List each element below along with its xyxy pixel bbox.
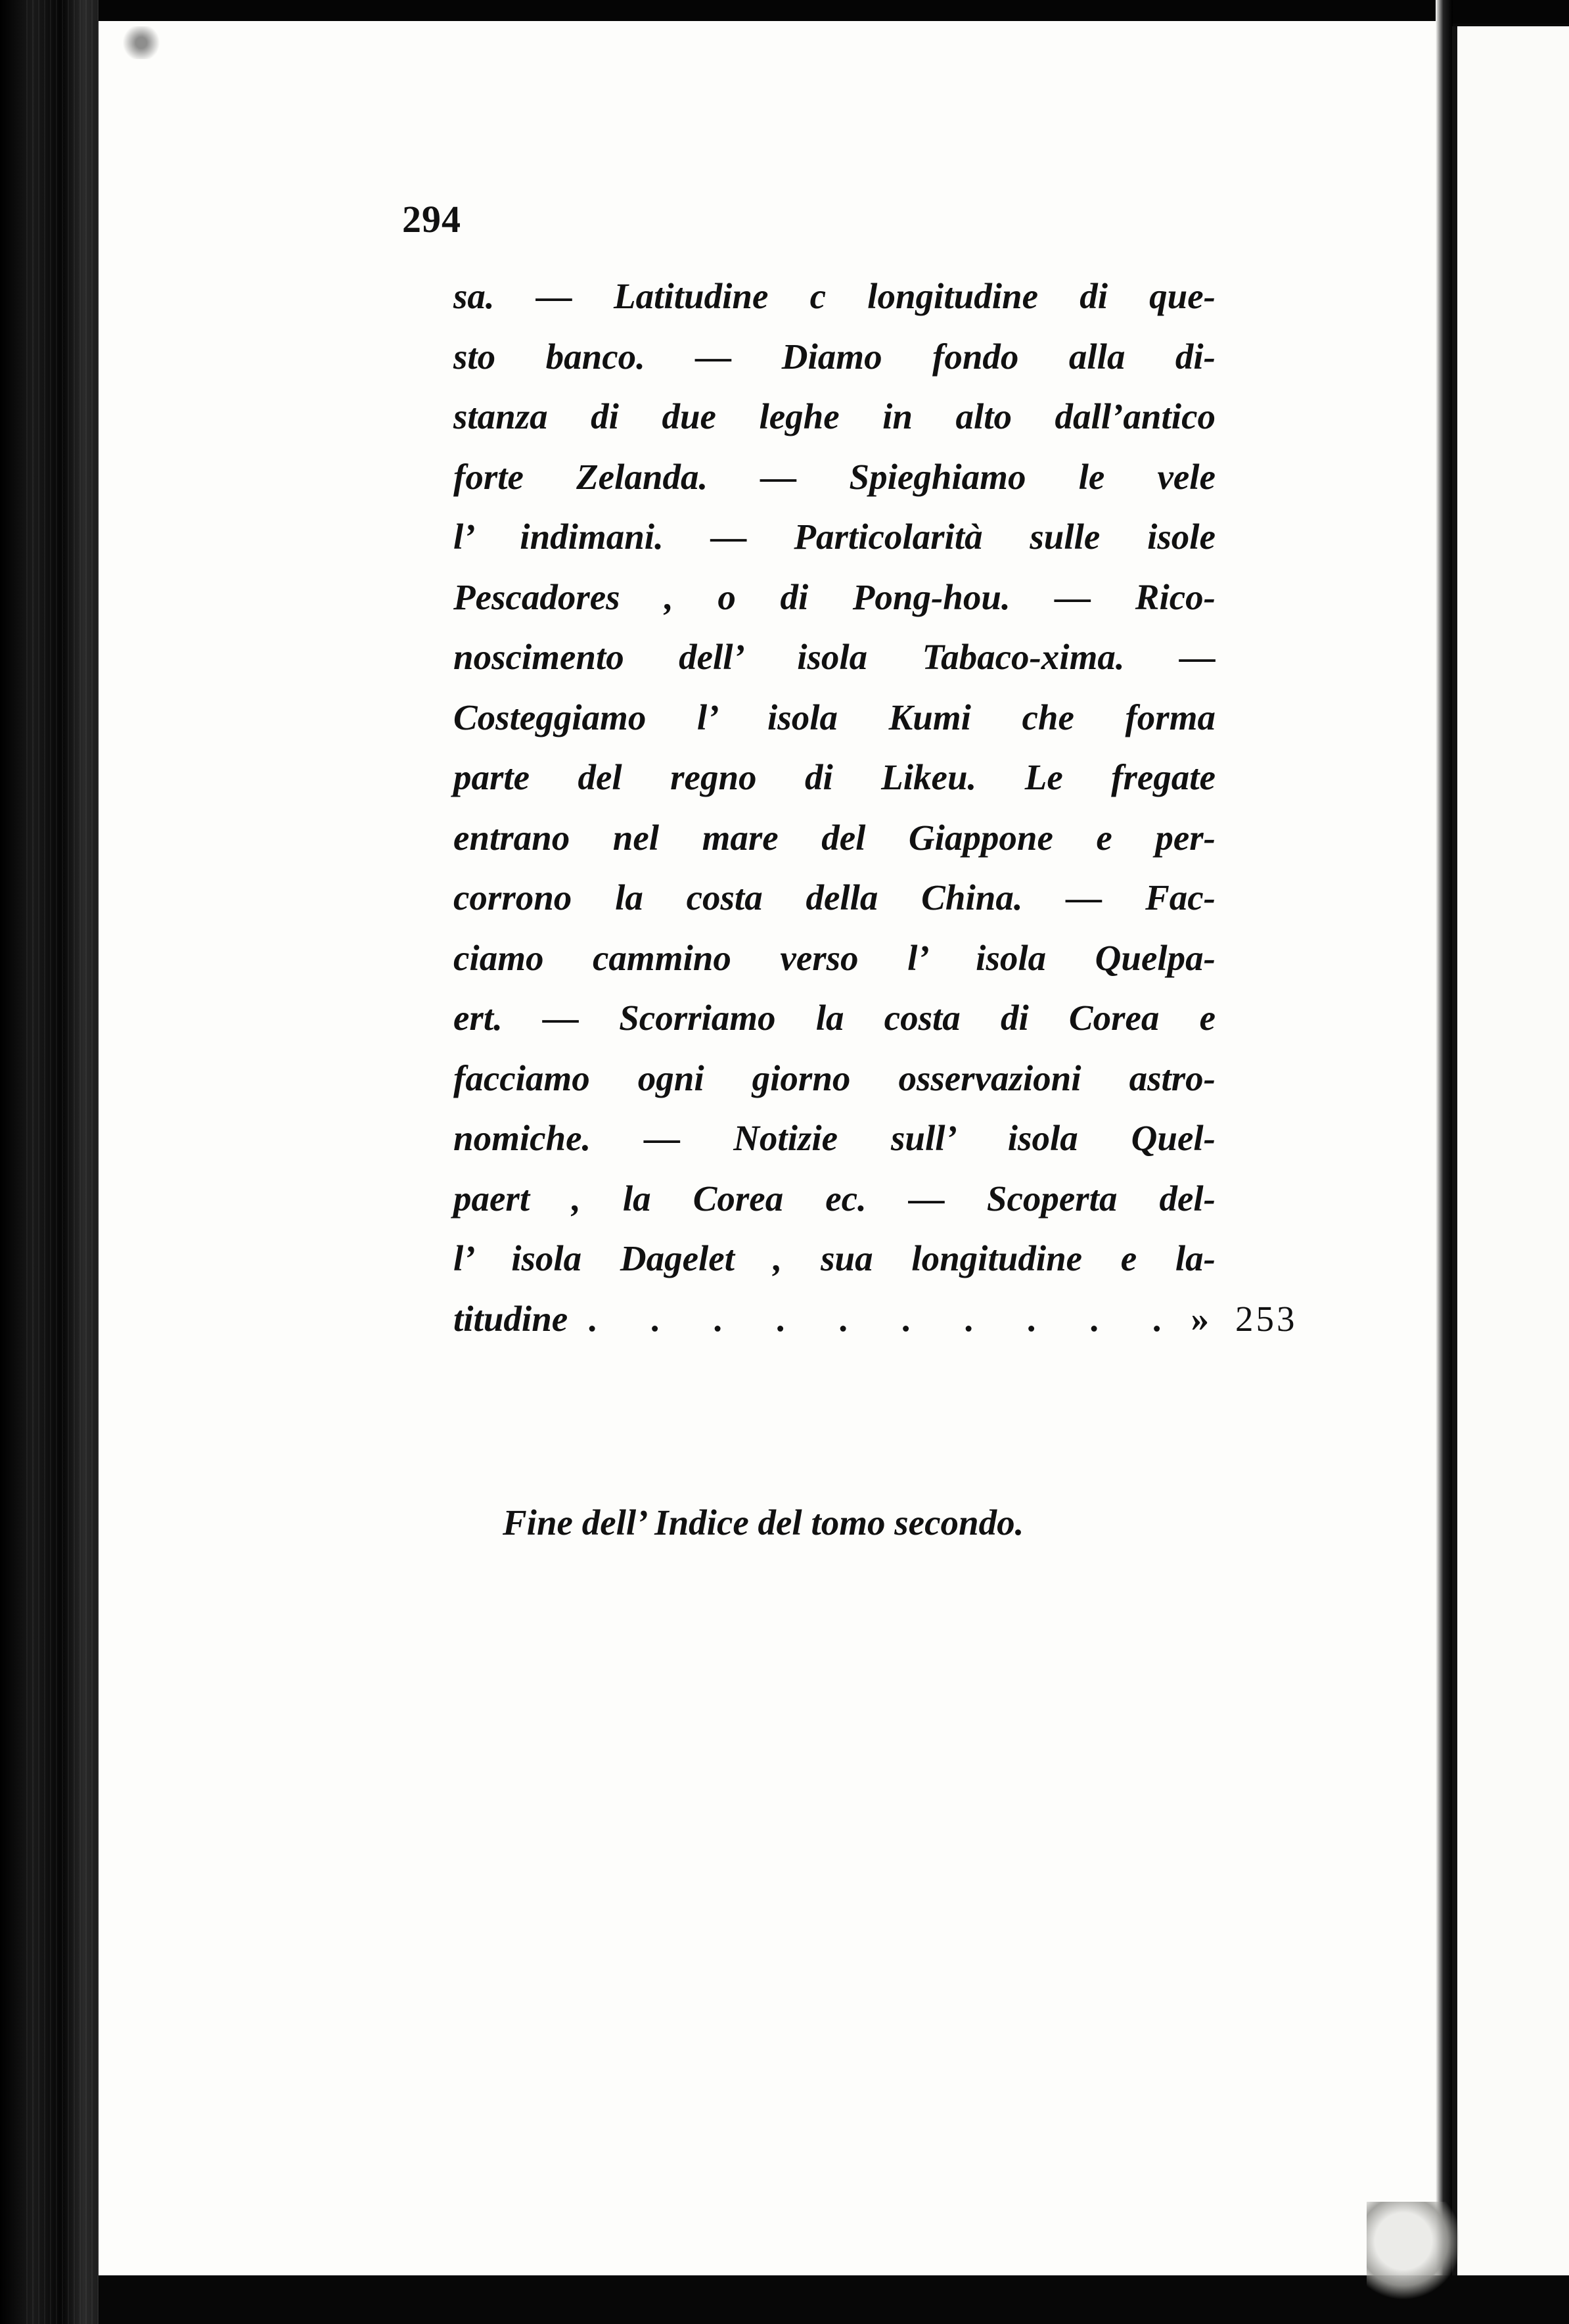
index-line: corrono la costa della China. — Fac- [453,877,1216,918]
index-text-block [453,266,1298,1349]
index-line: Costeggiamo l’ isola Kumi che forma [453,697,1216,737]
index-line: forte Zelanda. — Spieghiamo le vele [453,456,1216,497]
index-line: l’ indimani. — Particolarità sulle isole [453,517,1216,557]
index-line: stanza di due leghe in alto dall’antico [453,396,1216,436]
page-number: 294 [402,198,461,241]
adjacent-page-edge [1452,26,1569,2300]
index-line: sto banco. — Diamo fondo alla di- [453,336,1216,377]
index-line: entrano nel mare del Giappone e per- [453,817,1216,858]
spine-texture [26,0,105,2324]
index-line: ciamo cammino verso l’ isola Quelpa- [453,937,1216,978]
bottom-edge [99,2275,1569,2324]
final-line-text: titudine [453,1298,568,1339]
paper-tear-mark [1367,2202,1459,2300]
dot-leader: . . . . . . . . . . [587,1298,1184,1339]
index-line: nomiche. — Notizie sull’ isola Quel- [453,1118,1216,1158]
index-line: noscimento dell’ isola Tabaco-xima. — [453,637,1216,677]
index-line: facciamo ogni giorno osservazioni astro- [453,1057,1216,1098]
index-final-line [453,1289,1298,1349]
index-line: sa. — Latitudine c longitudine di que- [453,276,1216,316]
ink-speck [115,26,168,59]
index-line: l’ isola Dagelet , sua longitudine e la- [453,1238,1216,1278]
top-edge [99,0,1569,24]
page-gutter [1436,0,1453,2324]
index-line: parte del regno di Likeu. Le fregate [453,757,1216,797]
closing-line: Fine dell’ Indice del tomo secondo. [503,1502,1024,1543]
index-line: ert. — Scorriamo la costa di Corea e [453,998,1216,1038]
reference-page-number: 253 [1235,1298,1298,1339]
ditto-mark: » [1191,1298,1209,1339]
index-line: paert , la Corea ec. — Scoperta del- [453,1178,1216,1219]
index-line: Pescadores , o di Pong-hou. — Rico- [453,576,1216,617]
